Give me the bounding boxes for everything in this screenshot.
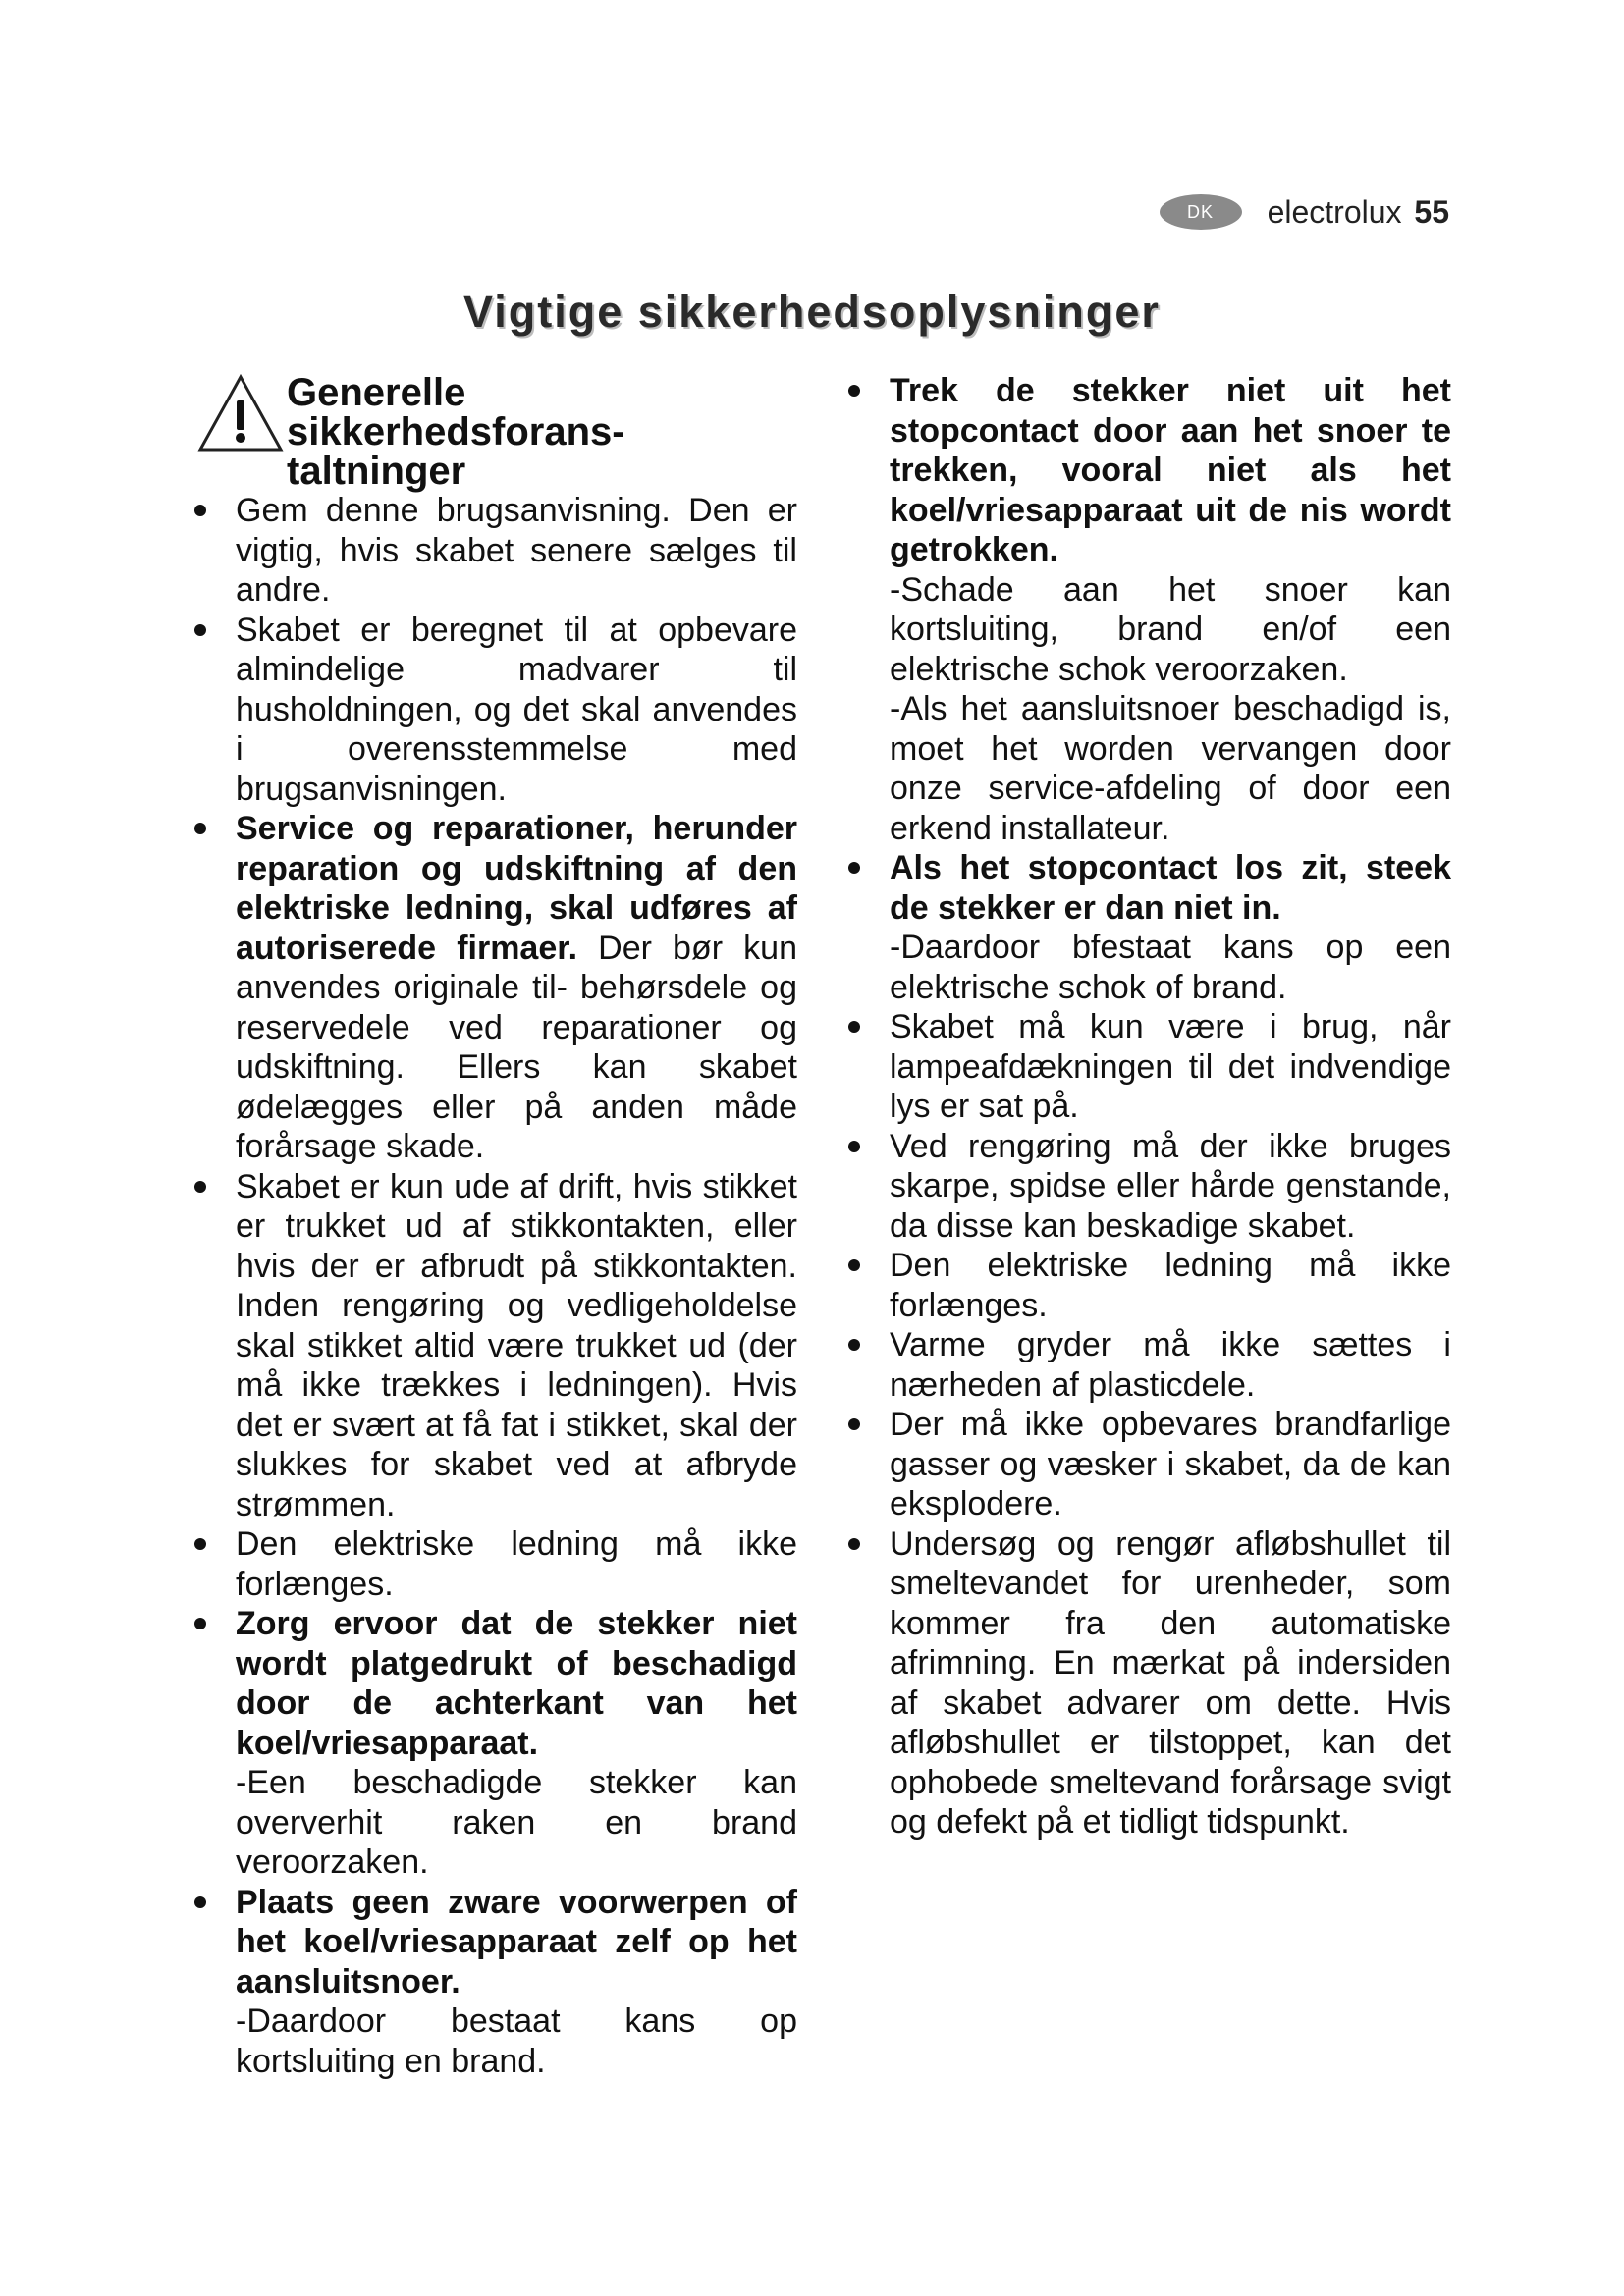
page-number: 55	[1414, 193, 1449, 230]
list-item	[189, 1524, 797, 1604]
list-item	[189, 809, 797, 1167]
item-text: Ved rengøring må der ikke bruges skarpe, spidse eller hårde genstande, da disse kan beskadige skabet.	[890, 1127, 1451, 1245]
section-title-line: Generelle	[287, 371, 466, 414]
list-item	[842, 1246, 1451, 1325]
page-header	[1160, 190, 1449, 234]
list-item	[842, 848, 1451, 1007]
item-text: Varme gryder må ikke sættes i nærheden af plasticdele.	[890, 1326, 1451, 1404]
list-item	[189, 491, 797, 611]
item-text: Undersøg og rengør afløbshullet til smeltevandet for urenheder, som kommer fra den automatiske afrimning. En mærkat på indersiden af skabet advarer om dette. Hvis afløbshullet er tilstoppet, kan det ophobede smeltevand forårsage svigt og defekt på et tidligt tidspunkt.	[890, 1524, 1451, 1841]
item-subnote: -Daardoor bestaat kans op kortsluiting en brand.	[236, 2002, 797, 2080]
brand-name: electrolux	[1267, 193, 1402, 230]
list-item	[189, 1883, 797, 2082]
item-bold-text: Als het stopcontact los zit, steek de stekker er dan niet in.	[890, 849, 1451, 927]
item-bold-text: Trek de stekker niet uit het stopcontact door aan het snoer te trekken, vooral niet als het koel/vriesapparaat uit de nis wordt getrokken.	[890, 372, 1451, 568]
item-text: Der bør kun anvendes originale til- behørsdele og reservedele ved reparationer og udskiftning. Ellers kan skabet ødelægges eller på anden måde forårsage skade.	[236, 929, 797, 1165]
list-item	[842, 1007, 1451, 1127]
item-bold-text: Zorg ervoor dat de stekker niet wordt platgedrukt of beschadigd door de achterkant van het koel/vriesapparaat.	[236, 1605, 797, 1762]
list-item	[842, 1524, 1451, 1842]
section-title-line: taltninger	[287, 450, 466, 493]
safety-list-left	[189, 491, 797, 2081]
item-subnote: -Een beschadigde stekker kan oververhit raken en brand veroorzaken.	[236, 1764, 797, 1881]
list-item	[189, 1167, 797, 1525]
section-heading	[189, 371, 797, 491]
item-text: Den elektriske ledning må ikke forlænges.	[890, 1247, 1451, 1324]
item-text: Der må ikke opbevares brandfarlige gasser og væsker i skabet, da de kan eksplodere.	[890, 1406, 1451, 1522]
page-title: Vigtige sikkerhedsoplysninger	[463, 287, 1161, 337]
left-column	[189, 371, 797, 2081]
warning-icon	[196, 373, 285, 454]
item-text: Skabet er kun ude af drift, hvis stikket er trukket ud af stikkontakten, eller hvis der er afbrudt på stikkontakten. Inden rengøring og vedligeholdelse skal stikket altid være trukket ud (der må ikke trækkes i ledningen). Hvis det er svært at få fat i stikket, skal der slukkes for skabet ved at afbryde strømmen.	[236, 1167, 797, 1523]
brand-and-page	[1268, 194, 1449, 231]
list-item	[842, 1325, 1451, 1405]
item-subnote: -Als het aansluitsnoer beschadigd is, moet het worden vervangen door onze service-afdeling of door een erkend installateur.	[890, 690, 1451, 847]
item-text: Den elektriske ledning må ikke forlænges.	[236, 1525, 797, 1603]
section-title	[287, 373, 625, 491]
right-column	[842, 371, 1451, 1842]
safety-list-right	[842, 371, 1451, 1842]
list-item	[189, 611, 797, 810]
list-item	[842, 371, 1451, 848]
item-text: Skabet er beregnet til at opbevare almindelige madvarer til husholdningen, og det skal anvendes i overensstemmelse med brugsanvisningen.	[236, 611, 797, 808]
section-title-line: sikkerhedsforans-	[287, 410, 625, 454]
list-item	[842, 1127, 1451, 1247]
item-text: Skabet må kun være i brug, når lampeafdækningen til det indvendige lys er sat på.	[890, 1008, 1451, 1125]
list-item	[842, 1405, 1451, 1524]
item-bold-text: Plaats geen zware voorwerpen of het koel/vriesapparaat zelf op het aansluitsnoer.	[236, 1883, 797, 2001]
item-subnote: -Schade aan het snoer kan kortsluiting, brand en/of een elektrische schok veroorzaken.	[890, 570, 1451, 688]
language-badge: DK	[1160, 194, 1242, 230]
item-text: Gem denne brugsanvisning. Den er vigtig, hvis skabet senere sælges til andre.	[236, 492, 797, 609]
item-bold-text: Service og reparationer, herunder reparation og udskiftning af den elektriske ledning, skal udføres af autoriserede firmaer.	[236, 810, 797, 967]
item-subnote: -Daardoor bfestaat kans op een elektrische schok of brand.	[890, 929, 1451, 1006]
list-item	[189, 1604, 797, 1883]
